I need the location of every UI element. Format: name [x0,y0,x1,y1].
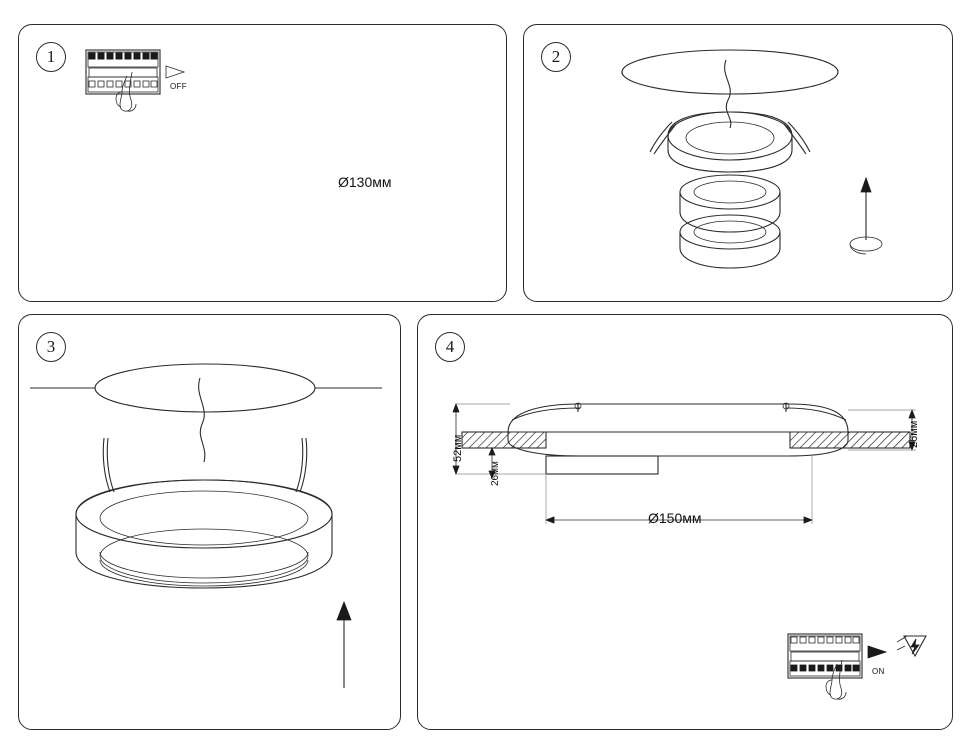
step-1-badge: 1 [36,42,66,72]
circuit-breaker-icon [788,634,862,678]
dimension-52mm-label: 52мм [452,434,464,462]
hole-diameter-label: Ø130мм [338,174,392,190]
electric-hazard-icon [897,636,926,656]
step-2-badge: 2 [541,42,571,72]
step-3-badge: 3 [36,332,66,362]
step-4-badge: 4 [435,332,465,362]
dimension-150mm-label: Ø150мм [648,510,702,526]
switch-on-label: ON [872,667,885,676]
switch-off-label: OFF [170,82,187,91]
dimension-26mm-inner-label: 26мм [490,461,501,486]
switch-on-arrow [868,646,886,658]
section-view-icon [462,403,910,474]
dimension-26mm-right-label: 26мм [908,420,920,448]
